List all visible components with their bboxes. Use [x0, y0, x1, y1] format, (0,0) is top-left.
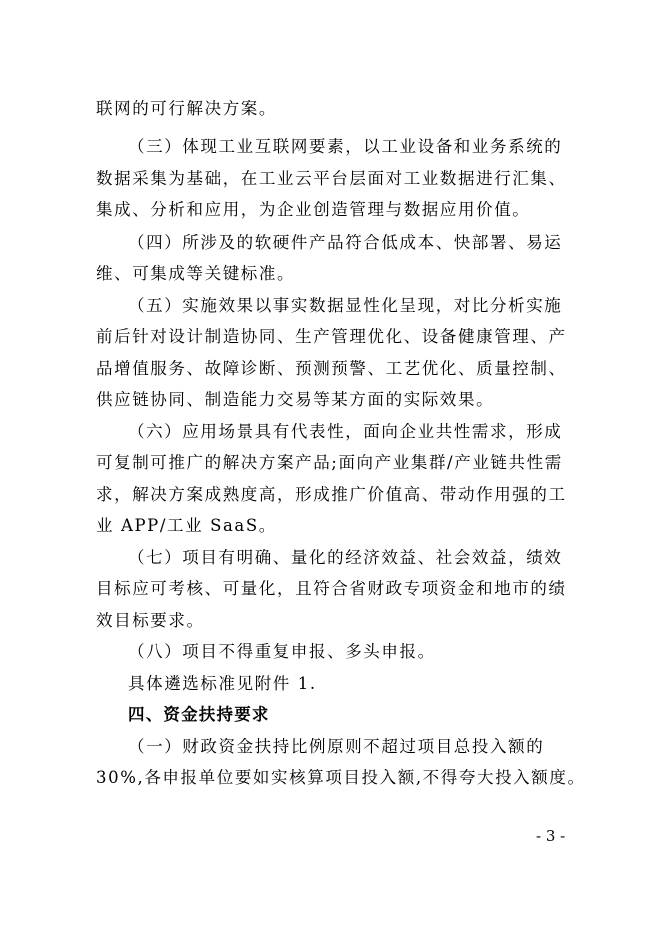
text-line: 业 APP/工业 SaaS。 [96, 516, 277, 535]
section-heading: 四、资金扶持要求 [128, 705, 270, 724]
paragraph-7-line: （七）项目有明确、量化的经济效益、社会效益，绩效 [128, 548, 563, 567]
attachment-note: 具体遴选标准见附件 1. [128, 674, 317, 693]
text-line: 前后针对设计制造协同、生产管理优化、设备健康管理、产 [96, 327, 567, 346]
text-line: 品增值服务、故障诊断、预测预警、工艺优化、质量控制、 [96, 359, 567, 378]
text-line: 求，解决方案成熟度高，形成推广价值高、带动作用强的工 [96, 485, 567, 504]
paragraph-5-line: （五）实施效果以事实数据显性化呈现，对比分析实施 [128, 296, 563, 315]
text-line: 联网的可行解决方案。 [96, 99, 277, 118]
text-line: 效目标要求。 [96, 611, 205, 630]
text-line: 数据采集为基础，在工业云平台层面对工业数据进行汇集、 [96, 169, 567, 188]
text-line: 集成、分析和应用，为企业创造管理与数据应用价值。 [96, 200, 531, 219]
text-line: 供应链协同、制造能力交易等某方面的实际效果。 [96, 390, 495, 409]
page-number: - 3 - [536, 827, 566, 845]
text-line: 30%,各申报单位要如实核算项目投入额,不得夸大投入额度。 [96, 768, 586, 787]
paragraph-funding-1-line: （一）财政资金扶持比例原则不超过项目总投入额的 [128, 737, 545, 756]
text-line: 可复制可推广的解决方案产品;面向产业集群/产业链共性需 [96, 453, 563, 472]
text-line: 目标应可考核、可量化，且符合省财政专项资金和地市的绩 [96, 579, 567, 598]
paragraph-8-line: （八）项目不得重复申报、多头申报。 [128, 642, 436, 661]
paragraph-4-line: （四）所涉及的软硬件产品符合低成本、快部署、易运 [128, 233, 563, 252]
text-line: 维、可集成等关键标准。 [96, 264, 296, 283]
paragraph-6-line: （六）应用场景具有代表性，面向企业共性需求，形成 [128, 422, 563, 441]
paragraph-3-line: （三）体现工业互联网要素，以工业设备和业务系统的 [128, 137, 563, 156]
